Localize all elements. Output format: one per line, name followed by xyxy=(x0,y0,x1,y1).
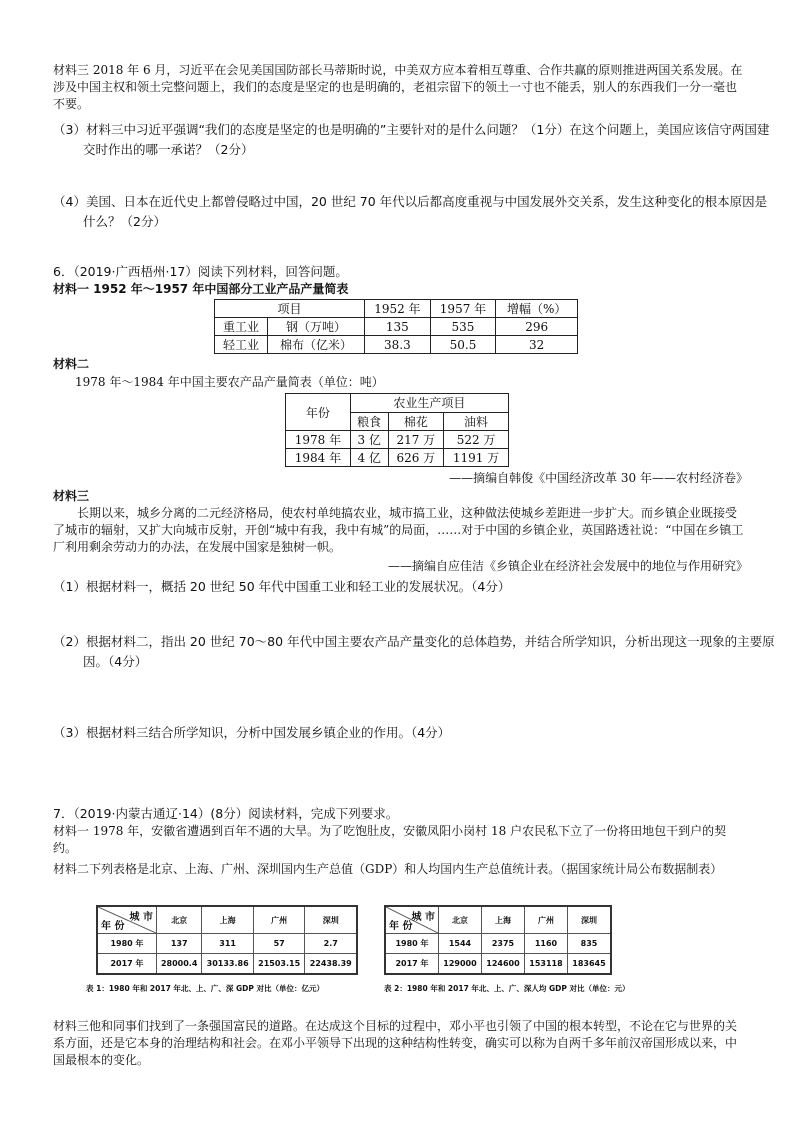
table-cell: 626 万 xyxy=(388,449,444,467)
q7-material-1: 材料一 1978 年，安徽省遭遇到百年不遇的大旱。为了吃饱肚皮，安徽凤阳小岗村 18 户农民私下立了一份将田地包干到户的契约。 xyxy=(53,824,727,855)
gdp-table-caption: 表 1：1980 年和 2017 年北、上、广、深 GDP 对比（单位：亿元） xyxy=(86,984,325,993)
table-row xyxy=(215,336,578,354)
table-cell: 311 xyxy=(202,934,254,954)
table-cell: 32 xyxy=(496,336,578,354)
table-cell: 135 xyxy=(365,318,431,336)
table-row xyxy=(286,431,509,449)
table-row xyxy=(215,318,578,336)
question-5-3: （3）材料三中习近平强调“我们的态度是坚定的也是明确的”主要针对的是什么问题？（1分）在这个问题上，美国应该信守两国建交时作出的哪一承诺？（2分） xyxy=(53,122,770,157)
gdp-table xyxy=(96,905,358,975)
q7-material-2: 材料二下列表格是北京、上海、广州、深圳国内生产总值（GDP）和人均国内生产总值统计表。（据国家统计局公布数据制表） xyxy=(53,862,723,876)
table-cell: 1978 年 xyxy=(286,431,351,449)
table-cell: 296 xyxy=(496,318,578,336)
table-cell: 522 万 xyxy=(444,431,509,449)
table-cell: 124600 xyxy=(481,954,524,975)
table-cell: 钢（万吨） xyxy=(267,318,364,336)
table-header: 上海 xyxy=(202,906,254,934)
table-row xyxy=(385,934,611,954)
table-cell: 1544 xyxy=(439,934,482,954)
table-cell: 28000.4 xyxy=(157,954,202,975)
table-cell: 38.3 xyxy=(365,336,431,354)
table-corner-city: 城 市 xyxy=(129,912,153,923)
q6-material-3-label: 材料三 xyxy=(53,489,90,503)
table-row xyxy=(97,934,357,954)
table-header: 深圳 xyxy=(567,906,611,934)
table-header: 油料 xyxy=(444,412,509,431)
table-header: 广州 xyxy=(524,906,567,934)
table-cell: 1980 年 xyxy=(385,934,439,954)
table-row xyxy=(385,954,611,975)
table-cell: 57 xyxy=(253,934,305,954)
q6-material-2-label: 材料二 xyxy=(53,357,90,371)
table-cell: 22438.39 xyxy=(305,954,357,975)
q6-material-2-source: ——摘编自韩俊《中国经济改革 30 年——农村经济卷》 xyxy=(449,471,748,485)
table-cell: 1160 xyxy=(524,934,567,954)
table-corner xyxy=(385,906,439,934)
table-cell: 1191 万 xyxy=(444,449,509,467)
table-header: 上海 xyxy=(481,906,524,934)
table-header: 北京 xyxy=(439,906,482,934)
table-cell: 轻工业 xyxy=(215,336,268,354)
table-header: 粮食 xyxy=(350,412,388,431)
question-5-4: （4）美国、日本在近代史上都曾侵略过中国，20 世纪 70 年代以后都高度重视与中国发展外交关系，发生这种变化的根本原因是什么？（2分） xyxy=(53,194,768,229)
table-cell: 4 亿 xyxy=(350,449,388,467)
table-cell: 535 xyxy=(430,318,496,336)
table-cell: 棉布（亿米） xyxy=(267,336,364,354)
per-capita-gdp-table-caption: 表 2：1980 年和 2017 年北、上、广、深人均 GDP 对比（单位：元） xyxy=(384,984,630,993)
question-6-1: （1）根据材料一，概括 20 世纪 50 年代中国重工业和轻工业的发展状况。（4分） xyxy=(53,579,511,594)
table-header: 广州 xyxy=(253,906,305,934)
table-cell: 30133.86 xyxy=(202,954,254,975)
table-cell: 183645 xyxy=(567,954,611,975)
q7-material-3: 材料三他和同事们找到了一条强国富民的道路。在达成这个目标的过程中，邓小平也引领了中国的根本转型，不论在它与世界的关系方面，还是它本身的治理结构和社会。在邓小平领导下出现的这种结构性转变，确实可以称为自两千多年前汉帝国形成以来，中国最根本的变化。 xyxy=(53,1019,738,1067)
per-capita-gdp-table xyxy=(384,905,612,975)
table-row xyxy=(97,954,357,975)
question-6-3: （3）根据材料三结合所学知识，分析中国发展乡镇企业的作用。（4分） xyxy=(53,725,451,740)
table-cell: 1980 年 xyxy=(97,934,157,954)
table-cell: 21503.15 xyxy=(253,954,305,975)
question-6-title: 6．（2019·广西梧州·17）阅读下列材料，回答问题。 xyxy=(53,264,348,279)
table-cell: 重工业 xyxy=(215,318,268,336)
table-header: 深圳 xyxy=(305,906,357,934)
table-cell: 2017 年 xyxy=(97,954,157,975)
table-header: 棉花 xyxy=(388,412,444,431)
table-cell: 3 亿 xyxy=(350,431,388,449)
table-header: 农业生产项目 xyxy=(350,394,508,413)
table-header: 1957 年 xyxy=(430,300,496,318)
table-header: 1952 年 xyxy=(365,300,431,318)
table-cell: 1984 年 xyxy=(286,449,351,467)
table-cell: 2017 年 xyxy=(385,954,439,975)
table-cell: 129000 xyxy=(439,954,482,975)
table-cell: 137 xyxy=(157,934,202,954)
table-header: 北京 xyxy=(157,906,202,934)
material-3-text: 材料三 2018 年 6 月，习近平在会见美国国防部长马蒂斯时说，中美双方应本着相互尊重、合作共赢的原则推进两国关系发展。在涉及中国主权和领土完整问题上，我们的态度是坚定的也是明确的，老祖宗留下的领土一寸也不能丢，别人的东西我们一分一毫也不要。 xyxy=(53,63,743,111)
q6-material-3-text: 长期以来，城乡分离的二元经济格局，使农村单纯搞农业，城市搞工业，这种做法使城乡差距进一步扩大。而乡镇企业既接受了城市的辐射，又扩大向城市反射，开创“城中有我，我中有城”的局面，……对于中国的乡镇企业，英国路透社说：“中国在乡镇工厂利用剩余劳动力的办法，在发展中国家是独树一帜。 xyxy=(53,506,744,554)
table-cell: 835 xyxy=(567,934,611,954)
table-row xyxy=(286,449,509,467)
q6-material-1-title: 材料一 1952 年～1957 年中国部分工业产品产量简表 xyxy=(53,282,349,296)
table-corner xyxy=(97,906,157,934)
table-header: 项目 xyxy=(215,300,365,318)
question-7-title: 7．（2019·内蒙古通辽·14）(8分）阅读材料，完成下列要求。 xyxy=(53,806,399,821)
table-cell: 217 万 xyxy=(388,431,444,449)
table-header: 增幅（%） xyxy=(496,300,578,318)
question-6-2: （2）根据材料二，指出 20 世纪 70～80 年代中国主要农产品产量变化的总体趋势，并结合所学知识，分析出现这一现象的主要原因。（4分） xyxy=(53,634,775,669)
table-header: 年份 xyxy=(286,394,351,431)
table-corner-year: 年 份 xyxy=(389,921,413,932)
industry-output-table xyxy=(214,299,578,354)
table-cell: 50.5 xyxy=(430,336,496,354)
table-cell: 2375 xyxy=(481,934,524,954)
table-corner-city: 城 市 xyxy=(411,912,435,923)
table-cell: 2.7 xyxy=(305,934,357,954)
table-cell: 153118 xyxy=(524,954,567,975)
q6-material-2-caption: 1978 年～1984 年中国主要农产品产量简表（单位：吨） xyxy=(75,375,384,389)
agriculture-output-table xyxy=(285,393,509,467)
q6-material-3-source: ——摘编自应佳洁《乡镇企业在经济社会发展中的地位与作用研究》 xyxy=(387,559,748,573)
table-corner-year: 年 份 xyxy=(101,921,125,932)
